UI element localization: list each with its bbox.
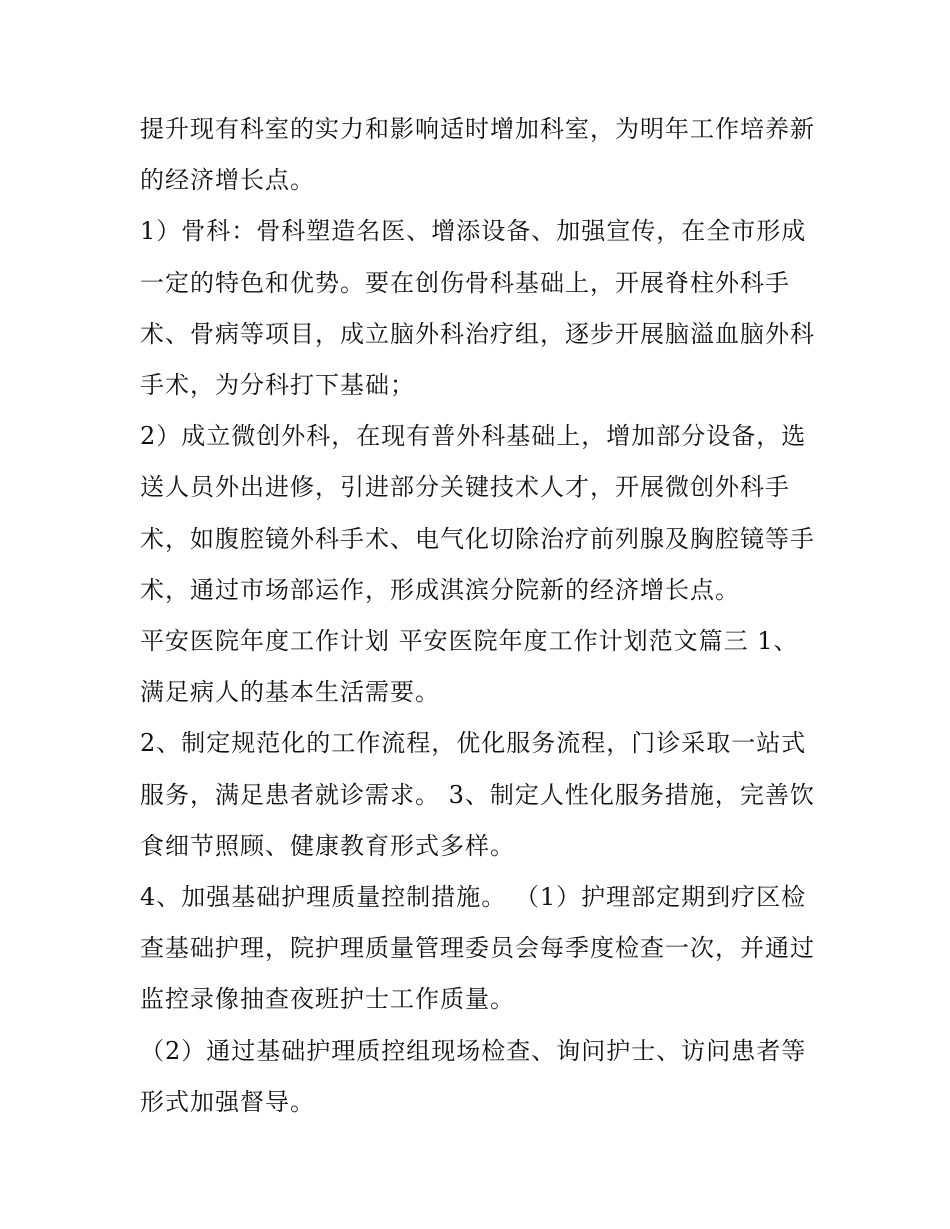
paragraph-4: 平安医院年度工作计划 平安医院年度工作计划范文篇三 1、满足病人的基本生活需要。	[140, 627, 799, 707]
paragraph-1: 提升现有科室的实力和影响适时增加科室，为明年工作培养新的经济增长点。	[140, 115, 815, 195]
paragraph-2: 1）骨科：骨科塑造名医、增添设备、加强宣传，在全市形成一定的特色和优势。要在创伤骨科基础上，开展脊柱外科手术、骨病等项目，成立脑外科治疗组，逐步开展脑溢血脑外科手术，为分科打下基础；	[140, 217, 815, 400]
paragraph-3: 2）成立微创外科，在现有普外科基础上，增加部分设备，选送人员外出进修，引进部分关键技术人才，开展微创外科手术，如腹腔镜外科手术、电气化切除治疗前列腺及胸腔镜等手术，通过市场部运作，形成淇滨分院新的经济增长点。	[140, 422, 815, 604]
paragraph-7: （2）通过基础护理质控组现场检查、询问护士、访问患者等形式加强督导。	[140, 1036, 807, 1116]
document-body	[140, 104, 816, 1128]
paragraph-5: 2、制定规范化的工作流程，优化服务流程，门诊采取一站式服务，满足患者就诊需求。 3、制定人性化服务措施，完善饮食细节照顾、健康教育形式多样。	[140, 729, 815, 860]
paragraph-6: 4、加强基础护理质量控制措施。 （1）护理部定期到疗区检查基础护理，院护理质量管理委员会每季度检查一次，并通过监控录像抽查夜班护士工作质量。	[140, 883, 815, 1014]
